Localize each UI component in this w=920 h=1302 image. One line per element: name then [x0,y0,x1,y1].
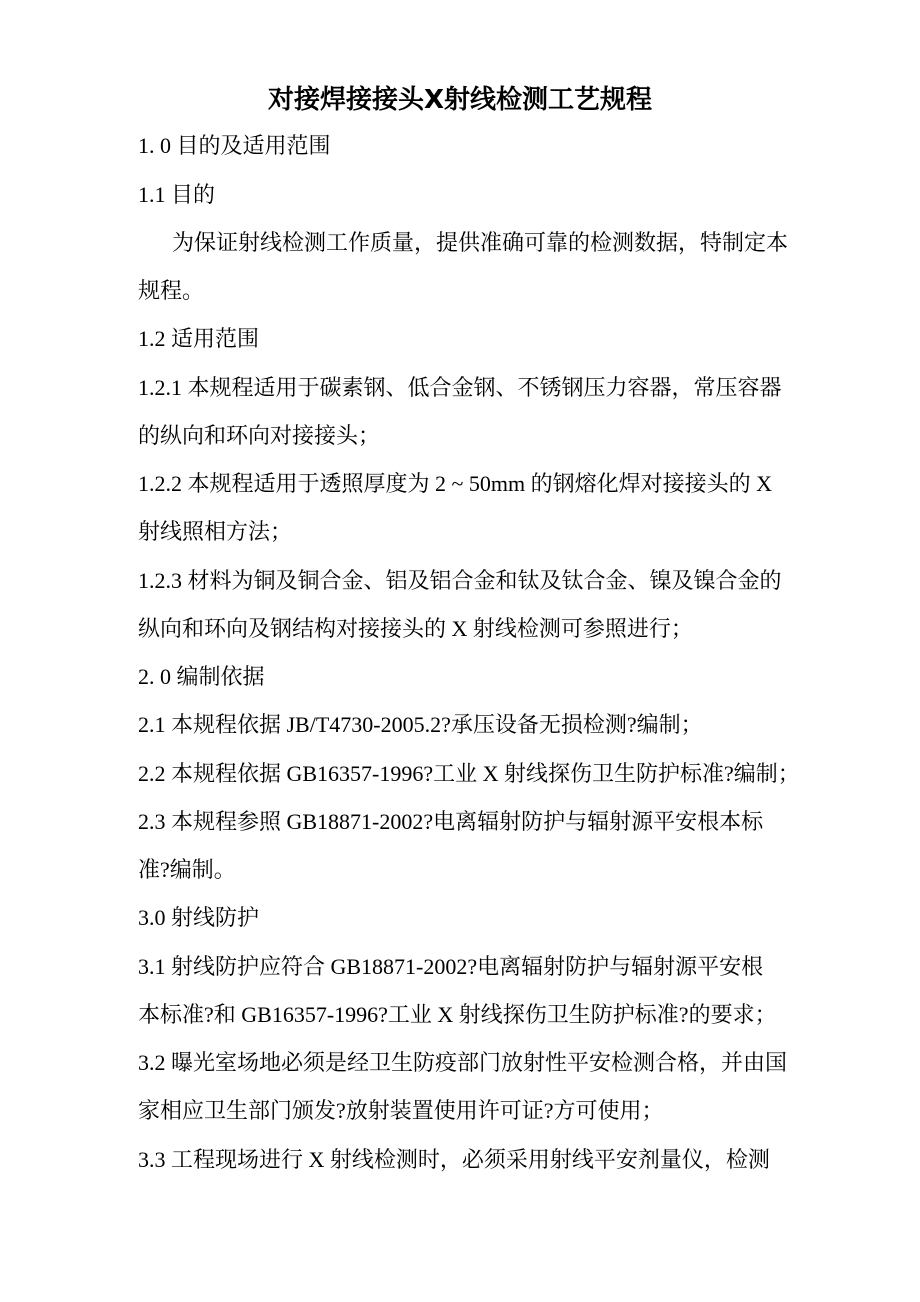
paragraph-line: 2.1 本规程依据 JB/T4730-2005.2?承压设备无损检测?编制； [138,712,703,737]
paragraph-line: 3.1 射线防护应符合 GB18871-2002?电离辐射防护与辐射源平安根 [138,954,764,979]
paragraph-line: 1.2.2 本规程适用于透照厚度为 2 ~ 50mm 的钢熔化焊对接接头的 X [138,471,773,496]
paragraph-line: 1.2.3 材料为铜及铜合金、铝及铝合金和钛及钛合金、镍及镍合金的 [138,568,782,593]
paragraph-line: 2.2 本规程依据 GB16357-1996?工业 X 射线探伤卫生防护标准?编制； [138,761,800,786]
paragraph-line: 3.2 曝光室场地必须是经卫生防疫部门放射性平安检测合格，并由国 [138,1050,788,1075]
paragraph-line: 家相应卫生部门颁发?放射装置使用许可证?方可使用； [138,1098,664,1123]
section-heading-1-2: 1.2 适用范围 [138,326,260,351]
paragraph-line: 的纵向和环向对接接头； [138,423,381,448]
paragraph-line: 本标准?和 GB16357-1996?工业 X 射线探伤卫生防护标准?的要求； [138,1002,777,1027]
paragraph-line: 1.2.1 本规程适用于碳素钢、低合金钢、不锈钢压力容器，常压容器 [138,375,782,400]
section-heading-1-1: 1.1 目的 [138,182,216,207]
section-heading-3-0: 3.0 射线防护 [138,905,260,930]
paragraph-line: 射线照相方法； [138,519,293,544]
paragraph-line: 为保证射线检测工作质量，提供准确可靠的检测数据，特制定本 [172,230,789,255]
paragraph-line: 3.3 工程现场进行 X 射线检测时，必须采用射线平安剂量仪，检测 [138,1147,770,1172]
paragraph-line: 纵向和环向及钢结构对接接头的 X 射线检测可参照进行； [138,616,693,641]
paragraph-line: 准?编制。 [138,857,236,882]
document-title: 对接焊接接头X射线检测工艺规程 [267,85,653,115]
paragraph-line: 2.3 本规程参照 GB18871-2002?电离辐射防护与辐射源平安根本标 [138,809,764,834]
paragraph-line: 规程。 [138,278,205,303]
section-heading-2-0: 2. 0 编制依据 [138,664,265,689]
section-heading-1-0: 1. 0 目的及适用范围 [138,133,331,158]
